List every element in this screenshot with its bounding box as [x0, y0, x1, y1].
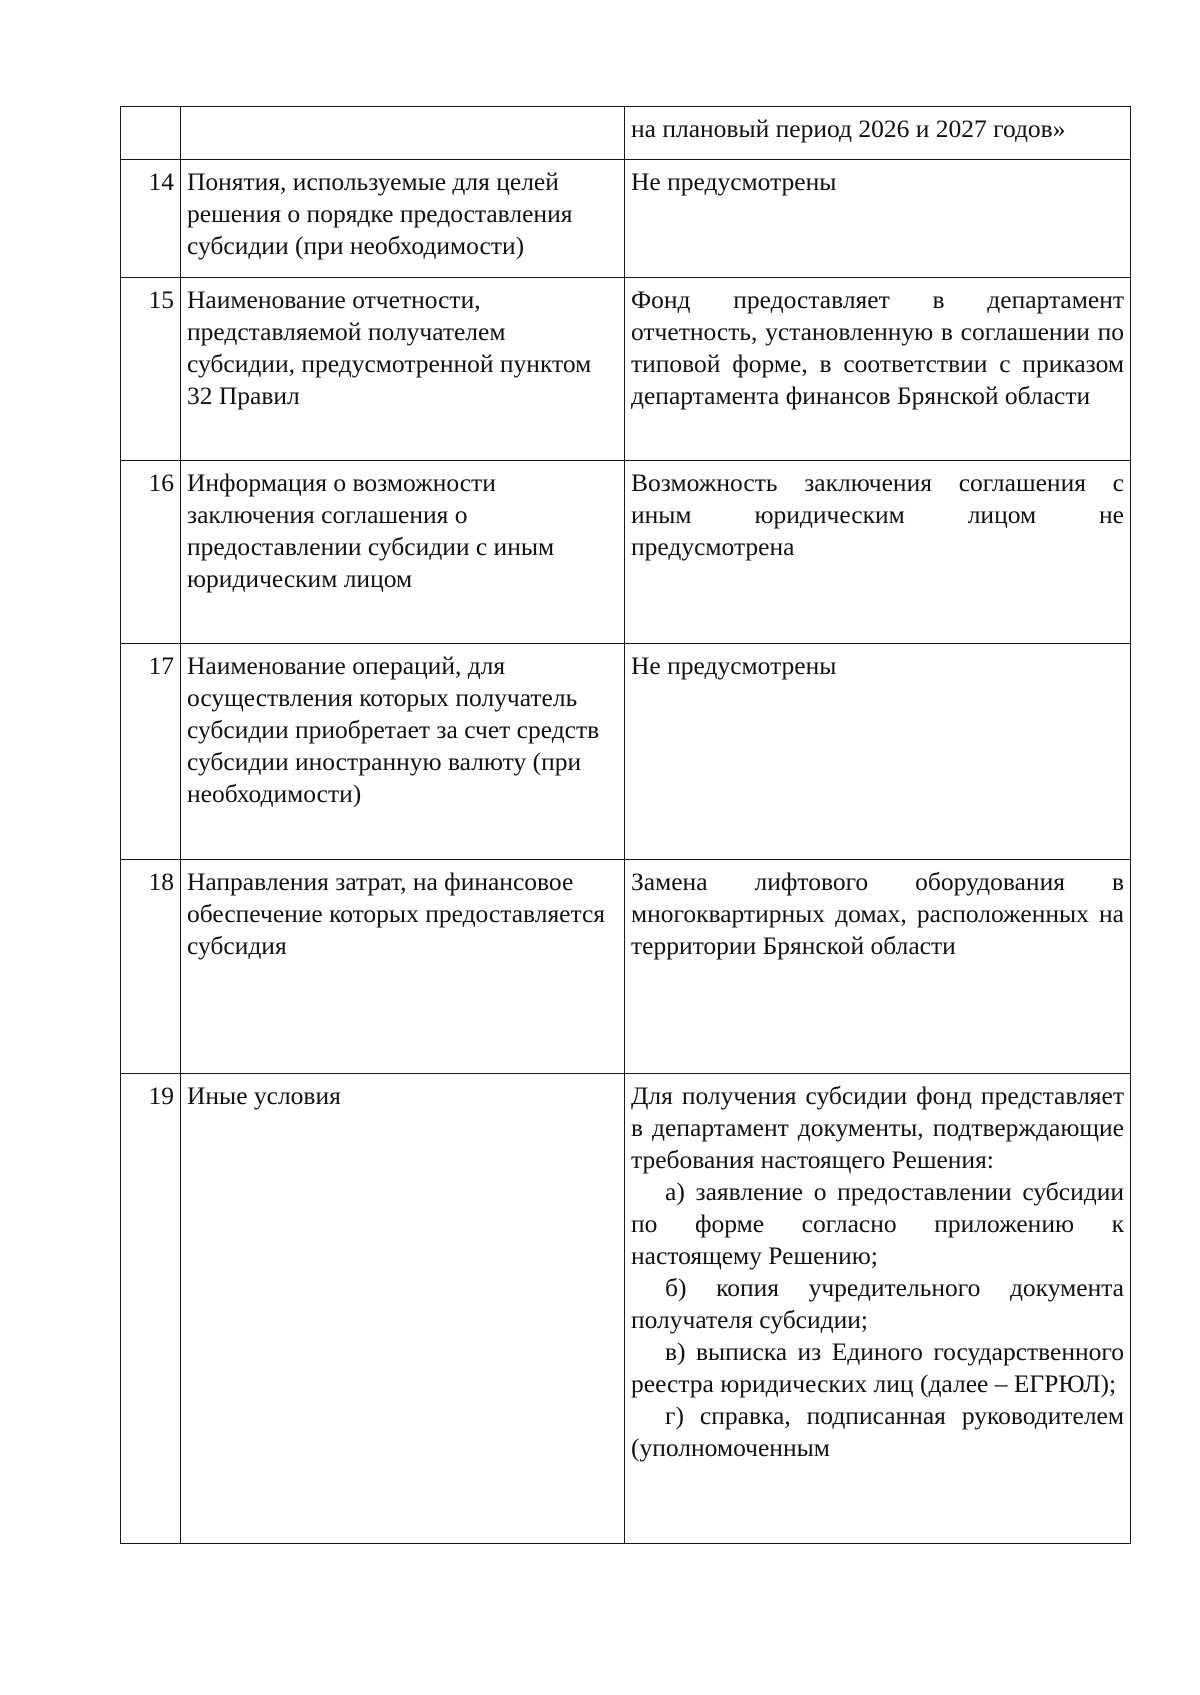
row-value-paragraph: Для получения субсидии фонд представляет в департамент документы, подтверждающие требования настоящего Решения: — [631, 1081, 1124, 1174]
row-value — [625, 1074, 1131, 1544]
table-row — [121, 278, 1131, 461]
row-number: 17 — [121, 644, 181, 860]
table-row — [121, 644, 1131, 860]
row-value — [625, 461, 1131, 644]
table-row — [121, 160, 1131, 278]
row-value: Не предусмотрены — [625, 160, 1131, 278]
row-value-paragraph: а) заявление о предоставлении субсидии по форме согласно приложению к настоящему Решению; — [631, 1177, 1124, 1270]
row-value — [625, 860, 1131, 1074]
row-value-text: Замена лифтового оборудования в многоквартирных домах, расположенных на территории Брянской области — [631, 867, 1124, 960]
row-value — [625, 278, 1131, 461]
row-name: Наименование операций, для осуществления которых получатель субсидии приобретает за счет средств субсидии иностранную валюту (при необходимости) — [181, 644, 625, 860]
row-number — [121, 107, 181, 160]
row-name: Иные условия — [181, 1074, 625, 1544]
row-value-text: Возможность заключения соглашения с иным юридическим лицом не предусмотрена — [631, 468, 1124, 561]
conditions-table — [120, 106, 1131, 1544]
table-row — [121, 860, 1131, 1074]
row-name: Понятия, используемые для целей решения о порядке предоставления субсидии (при необходимости) — [181, 160, 625, 278]
row-name: Направления затрат, на финансовое обеспечение которых предоставляется субсидия — [181, 860, 625, 1074]
row-value: Не предусмотрены — [625, 644, 1131, 860]
row-value-paragraph: г) справка, подписанная руководителем (уполномоченным — [631, 1401, 1124, 1462]
row-number: 14 — [121, 160, 181, 278]
table-row — [121, 107, 1131, 160]
row-number: 19 — [121, 1074, 181, 1544]
row-number: 15 — [121, 278, 181, 461]
table-row — [121, 1074, 1131, 1544]
row-name — [181, 107, 625, 160]
row-value-paragraph: б) копия учредительного документа получателя субсидии; — [631, 1273, 1124, 1334]
table-row — [121, 461, 1131, 644]
row-name: Информация о возможности заключения соглашения о предоставлении субсидии с иным юридическим лицом — [181, 461, 625, 644]
row-value-text: Фонд предоставляет в департамент отчетность, установленную в соглашении по типовой форме, в соответствии с приказом департамента финансов Брянской области — [631, 285, 1124, 410]
row-number: 18 — [121, 860, 181, 1074]
row-number: 16 — [121, 461, 181, 644]
row-value: на плановый период 2026 и 2027 годов» — [625, 107, 1131, 160]
row-value-paragraph: в) выписка из Единого государственного реестра юридических лиц (далее – ЕГРЮЛ); — [631, 1337, 1124, 1398]
row-name: Наименование отчетности, представляемой получателем субсидии, предусмотренной пунктом 32 Правил — [181, 278, 625, 461]
